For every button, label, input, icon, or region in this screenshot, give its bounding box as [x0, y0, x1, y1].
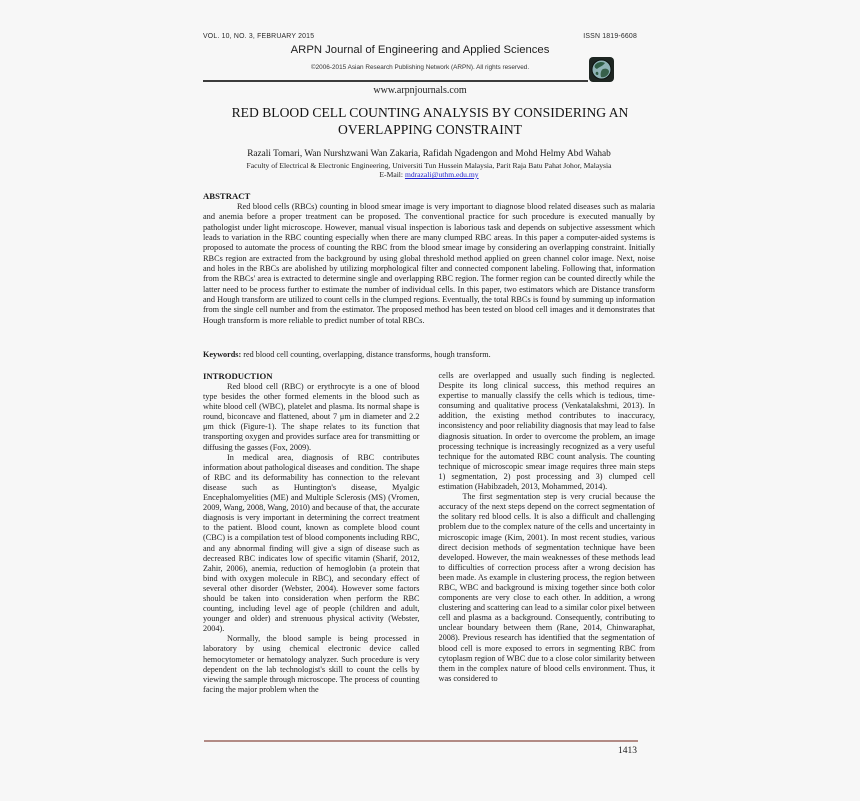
- body-paragraph: The first segmentation step is very crucial because the accuracy of the next steps depend on the correct segmentation of the solitary red blood cells. It is also a difficult and challenging problem due to the complex nature of the cells and uncertainty in microscopic image (Kim, 2001). In most recent studies, various direct decision methods of segmentation technique have been developed. However, the main weaknesses of these methods lead to difficulties of correction process after a wrong decision has been made. As example in clustering process, the region between RBC, WBC and background is mixing together since both color components are very close to each other. In addition, a wrong clustering and scattering can lead to a similar color pixel between cell and plasma as a background. Consequently, contributing to unclear boundary between them (Rane, 2014, Chinwaraphat, 2008). Previous research has identified that the segmentation of blood cell is more exposed to errors in segmenting RBC from cytoplasm region of WBC due to a close color similarity between them in the complex nature of blood cells environment. Thus, it was considered to: [438, 492, 655, 683]
- body-paragraph: Normally, the blood sample is being processed in laboratory by using chemical electronic device called hemocytometer or hematology analyzer. Such procedure is very dependent on the lab technologist's skill to count the cells by viewing the sample through microscope. The process of counting facing the major problem when the: [203, 634, 420, 694]
- footer-divider: [204, 740, 638, 742]
- email-link[interactable]: mdrazali@uthm.edu.my: [404, 170, 479, 179]
- keywords-line: [203, 350, 655, 359]
- body-paragraph: cells are overlapped and usually such finding is neglected. Despite its long clinical success, this method requires an expertise to manually classify the cells which is tedious, time-consuming and qualitative process (Venkatalakshmi, 2013). In addition, the existing method contributes to inaccuracy, inconsistency and poor reliability diagnosis that may lead to false diagnosis situation. In order to overcome the problem, an image processing technique is increasingly recognized as a very useful technique for the automated RBC count analysis. The counting technique of microscopic smear image requires three main steps 1) segmentation, 2) post processing and 3) clumped cell estimation (Habibzadeh, 2013, Mohammed, 2014).: [438, 371, 655, 492]
- copyright-line: ©2006-2015 Asian Research Publishing Network (ARPN). All rights reserved.: [310, 64, 530, 71]
- email-line: [203, 170, 655, 179]
- abstract-text: Red blood cells (RBCs) counting in blood smear image is very important to diagnose blood related diseases such as malaria and anemia before a proper treatment can be proposed. The conventional practice for such procedure is executed manually by pathologist under light microscope. However, manual visual inspection is laborious task and depends on subjective assessment which leads to variation in the RBC counting especially when there are many clumped RBC areas. In this paper a computer-aided systems is proposed to automate the process of counting the RBC from the blood smear image by considering an overlapping constraint. Initially RBCs region are extracted from the background by using global threshold method applied on green channel color image. Next, noise and holes in the RBCs are abolished by utilizing morphological filter and connected component labeling. Following that, information from the RBCs' area is extracted to determine single and overlapping RBC region. The former region can be counted directly while the latter need to be process further to estimate the number of individual cells. In this paper, two estimators which are Distance transform and Hough transform are utilized to count cells in the clumped regions. Eventually, the total RBCs is found by summing up information from the single cell number and from the estimator. The proposed method has been tested on blood cell images and it demonstrates that Hough transform is more reliable to predict number of total RBCs.: [203, 202, 655, 325]
- authors-line: Razali Tomari, Wan Nurshzwani Wan Zakaria, Rafidah Ngadengon and Mohd Helmy Abd Wahab: [247, 149, 611, 159]
- keywords-label: Keywords:: [203, 350, 242, 359]
- email-label: E-Mail:: [379, 170, 405, 179]
- body-paragraph: In medical area, diagnosis of RBC contributes information about pathological diseases and condition. The shape of RBC and its deformability has connection to the relevant disease such as Huntington's disease, Myalgic Encephalomyelities (ME) and Multiple Sclerosis (MS) (Vromen, 2009, Wang, 2008, Wang, 2010) and because of that, the accurate diagnosis is very important in determining the correct treatment to the patient. Blood count, known as complete blood count (CBC) is a compilation test of blood components including RBC, and any abnormal finding will give a sign of disease such as decreased RBC indicates low of specific vitamin (Sharif, 2012, Zahir, 2006), anemia, reduction of hemoglobin (a protein that bind with oxygen molecule in RBC), and secondary effect of several other disorder (Webster, 2004). However some factors should be taken into consideration when perform the RBC counting, including level age of people (children and adult, younger and older) and strenuous physical activity (Webster, 2004).: [203, 452, 420, 634]
- journal-name: ARPN Journal of Engineering and Applied Sciences: [290, 44, 550, 56]
- issn-number: ISSN 1819-6608: [583, 33, 637, 40]
- affiliation-line: Faculty of Electrical & Electronic Engineering, Universiti Tun Hussein Malaysia, Parit Raja Batu Pahat Johor, Malaysia: [246, 161, 612, 170]
- left-column: [203, 371, 420, 695]
- page-number: 1413: [618, 746, 637, 756]
- introduction-heading: INTRODUCTION: [203, 371, 273, 381]
- header-meta-row: [203, 33, 637, 40]
- abstract-heading: ABSTRACT: [203, 191, 251, 201]
- journal-website: www.arpnjournals.com: [373, 85, 467, 96]
- body-paragraph: Red blood cell (RBC) or erythrocyte is a one of blood type besides the other formed elements in the blood such as white blood cell (WBC), platelet and plasma. Its normal shape is round, biconcave and flattened, about 7 μm in diameter and 2.2 μm thick (Figure-1). The shape relates to its function that transporting oxygen and provides surface area for transmitting or diffusing the gasses (Fox, 2009).: [203, 382, 420, 452]
- volume-info: VOL. 10, NO. 3, FEBRUARY 2015: [203, 33, 315, 40]
- arpn-logo: [589, 57, 614, 82]
- header-divider: [203, 80, 588, 82]
- paper-title: RED BLOOD CELL COUNTING ANALYSIS BY CONSIDERING AN OVERLAPPING CONSTRAINT: [231, 105, 629, 137]
- right-column: [439, 371, 656, 695]
- article-body-columns: [203, 371, 655, 695]
- keywords-text: red blood cell counting, overlapping, distance transforms, hough transform.: [241, 350, 491, 359]
- globe-icon: [589, 57, 614, 82]
